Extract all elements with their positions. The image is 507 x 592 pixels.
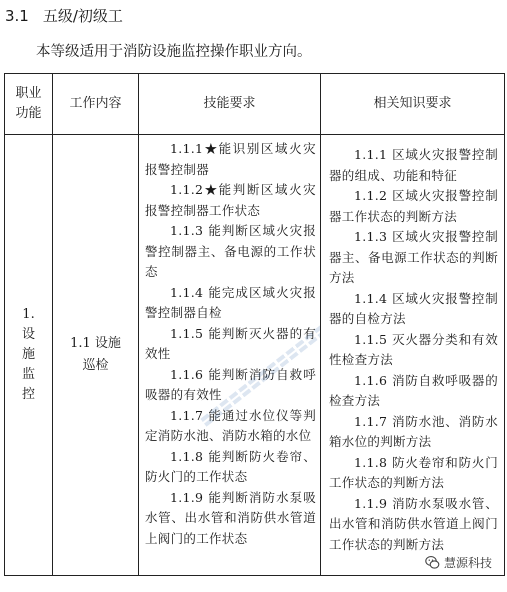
watermark-logo-text: 慧源科技 (443, 556, 492, 570)
skill-item: 1.1.3 能判断区域火灾报警控制器主、备电源的工作状态 (145, 223, 316, 279)
skill-item: 1.1.4 能完成区域火灾报警控制器自检 (145, 284, 316, 320)
skill-item: 1.1.9 能判断消防水泵吸水管、出水管和消防供水管道上阀门的工作状态 (145, 489, 316, 546)
knowledge-item: 1.1.5 灭火器分类和有效性检查方法 (329, 331, 498, 367)
section-title: 五级/初级工 (42, 7, 123, 25)
knowledge-item: 1.1.3 区域火灾报警控制器主、备电源工作状态的判断方法 (329, 229, 498, 285)
skill-item: 1.1.7 能通过水位仪等判定消防水池、消防水箱的水位 (145, 407, 316, 443)
section-number: 3.1 (5, 7, 29, 25)
header-knowledge: 相关知识要求 (321, 74, 505, 135)
header-work: 工作内容 (53, 74, 139, 135)
knowledge-item: 1.1.8 防火卷帘和防火门工作状态的判断方法 (329, 454, 498, 490)
skill-item: 1.1.6 能判断消防自救呼吸器的有效性 (145, 366, 316, 402)
header-function-line-2: 功能 (15, 106, 42, 121)
header-skills: 技能要求 (139, 74, 321, 135)
knowledge-item: 1.1.7 消防水池、消防水箱水位的判断方法 (329, 413, 498, 449)
wechat-icon (425, 555, 440, 570)
function-char: 控 (21, 387, 35, 402)
work-content-line-2: 巡检 (82, 358, 109, 373)
knowledge-item: 1.1.6 消防自救呼吸器的检查方法 (329, 372, 498, 408)
watermark-logo (423, 553, 494, 572)
knowledge-item: 1.1.1 区域火灾报警控制器的组成、功能和特征 (329, 147, 498, 183)
skill-item: 1.1.2★能判断区域火灾报警控制器工作状态 (145, 182, 316, 218)
function-char: 监 (21, 367, 35, 382)
knowledge-item: 1.1.9 消防水泵吸水管、出水管和消防供水管道上阀门工作状态的判断方法 (329, 495, 498, 552)
function-char: 施 (21, 347, 35, 362)
intro-paragraph: 本等级适用于消防设施监控操作职业方向。 (36, 44, 312, 60)
skill-standard-table (4, 73, 505, 576)
table-header-row (5, 74, 505, 135)
header-function-line-1: 职业 (15, 86, 42, 101)
skill-item: 1.1.8 能判断防火卷帘、防火门的工作状态 (145, 448, 316, 484)
skill-item: 1.1.5 能判断灭火器的有效性 (145, 325, 316, 361)
header-function (5, 74, 53, 135)
knowledge-item: 1.1.4 区域火灾报警控制器的自检方法 (329, 290, 498, 326)
skills-cell (139, 135, 321, 576)
function-char: 1. (22, 307, 35, 322)
function-char: 设 (21, 327, 35, 342)
section-heading (5, 6, 123, 26)
table-row (5, 135, 505, 576)
work-content-cell (53, 135, 139, 576)
skill-item: 1.1.1★能识别区域火灾报警控制器 (145, 141, 316, 177)
knowledge-item: 1.1.2 区域火灾报警控制器工作状态的判断方法 (329, 188, 498, 224)
function-cell (5, 135, 53, 576)
work-content-line-1: 1.1 设施 (70, 336, 121, 351)
knowledge-cell (321, 135, 505, 576)
